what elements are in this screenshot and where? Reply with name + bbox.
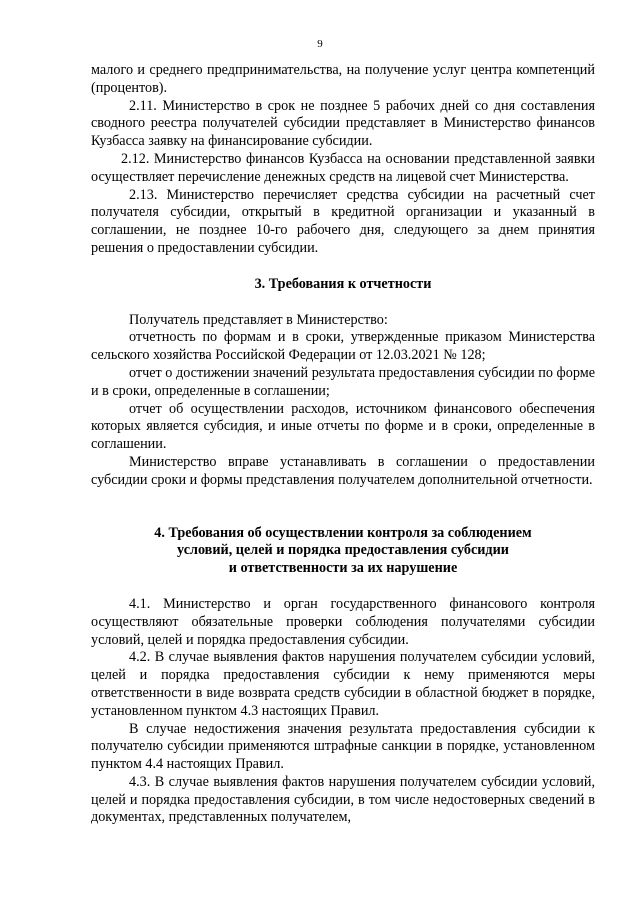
page-number: 9 — [317, 38, 323, 50]
section-3-item-reporting: отчетность по формам и в сроки, утвержденные приказом Министерства сельского хозяйства Российской Федерации от 12.03.2021 № 128; — [91, 329, 595, 364]
section-4-title-line2: условий, целей и порядка предоставления субсидии — [177, 542, 509, 559]
paragraph-2-12: 2.12. Министерство финансов Кузбасса на основании представленной заявки осуществляет перечисление денежных средств на лицевой счет Министерства. — [91, 150, 595, 185]
section-4-title-line3: и ответственности за их нарушение — [228, 560, 458, 577]
section-3-additional: Министерство вправе устанавливать в соглашении о предоставлении субсидии сроки и формы представления получателем дополнительной отчетности. — [91, 453, 595, 488]
paragraph-2-11: 2.11. Министерство в срок не позднее 5 рабочих дней со дня составления сводного реестра получателей субсидии представляет в Министерство финансов Кузбасса заявку на финансирование субсидии. — [91, 97, 595, 150]
paragraph-4-1: 4.1. Министерство и орган государственного финансового контроля осуществляют обязательные проверки соблюдения получателями субсидии условий, целей и порядка предоставления субсидии. — [91, 595, 595, 648]
section-4-title-line1: 4. Требования об осуществлении контроля за соблюдением — [154, 524, 532, 541]
paragraph-4-2: 4.2. В случае выявления фактов нарушения получателем субсидии условий, целей и порядка предоставления субсидии к нему применяются меры ответственности в виде возврата средств субсидии в областной бюджет в порядке, установленном пунктом 4.3 настоящих Правил. — [91, 649, 595, 719]
document-body — [91, 62, 595, 827]
paragraph-4-2-penalty: В случае недостижения значения результата предоставления субсидии к получателю субсидии применяются штрафные санкции в порядке, установленном пунктом 4.4 настоящих Правил. — [91, 720, 595, 773]
paragraph-4-3: 4.3. В случае выявления фактов нарушения получателем субсидии условий, целей и порядка предоставления субсидии, в том числе недостоверных сведений в документах, представленных получателем, — [91, 773, 595, 826]
paragraph-continuation: малого и среднего предпринимательства, на получение услуг центра компетенций (процентов). — [91, 62, 595, 96]
section-3-item-results: отчет о достижении значений результата предоставления субсидии по форме и в сроки, определенные в соглашении; — [91, 364, 595, 399]
section-3-item-expenses: отчет об осуществлении расходов, источником финансового обеспечения которых является субсидия, и иные отчеты по форме и в сроки, определенные в соглашении. — [91, 400, 595, 453]
section-3-title: 3. Требования к отчетности — [254, 275, 432, 292]
section-3-intro: Получатель представляет в Министерство: — [129, 311, 388, 328]
paragraph-2-13: 2.13. Министерство перечисляет средства субсидии на расчетный счет получателя субсидии, открытый в кредитной организации и указанный в соглашении, не позднее 10-го рабочего дня, следующего за днем принятия решения о предоставлении субсидии. — [91, 186, 595, 256]
